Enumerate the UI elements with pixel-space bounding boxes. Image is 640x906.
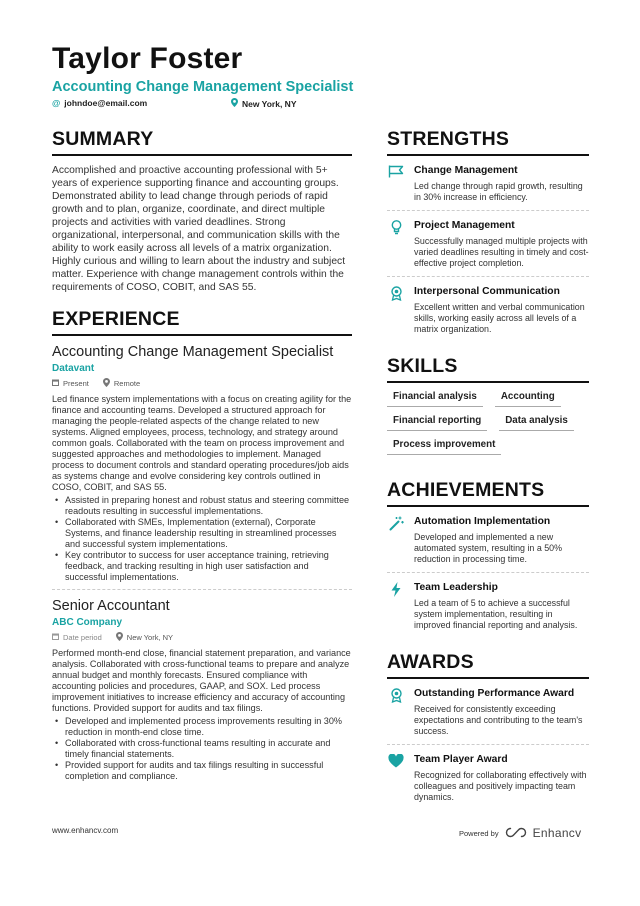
award-item xyxy=(387,754,589,803)
achievement-title: Automation Implementation xyxy=(414,516,551,527)
job-description: Led finance system implementations with a focus on creating agility for the finance and accounting teams. Developed a structured approach for managing the people-related aspects of the change related to new systems. Aligned employees, process, technology, and strategy around common goals. Collaborated with the team on process improvement and suggested approaches and methodologies to implement. Managed process to document controls and standard operating procedures/job aids as systems change and evolve considering key controls outlined in COSO, COBIT, and SAS 55. xyxy=(52,394,352,492)
skill-tag: Financial analysis xyxy=(387,391,483,407)
achievement-desc: Led a team of 5 to achieve a successful system implementation, resulting in improved financial reporting and analysis. xyxy=(414,598,578,630)
contact-location xyxy=(231,98,296,109)
location-pin-icon xyxy=(103,378,110,389)
strength-item xyxy=(387,165,589,203)
flag-icon xyxy=(387,165,405,203)
skill-tag: Process improvement xyxy=(387,439,501,455)
award-item xyxy=(387,688,589,737)
summary-text: Accomplished and proactive accounting professional with 5+ years of experience supporting finance and accounting groups. Demonstrated ability to lead change through periods of rapid growth and to plan, organize, coordinate, and direct multiple projects and activities with varied deadlines. Strong organizational, interpersonal, and communication skills with the ability to work easily across all levels of a matrix organization. Highly curious and willing to learn about the industry and subject matter. Experience with change management controls within the requirements of COSO, COBIT, and SAS 55. xyxy=(52,165,346,293)
experience-heading: EXPERIENCE xyxy=(52,308,352,336)
candidate-name: Taylor Foster xyxy=(52,42,243,75)
job-location: New York, NY xyxy=(126,633,174,642)
award-desc: Recognized for collaborating effectively with colleagues and positively impacting team dynamics. xyxy=(414,770,587,802)
experience-entry xyxy=(52,344,352,590)
award-title: Team Player Award xyxy=(414,754,508,765)
strength-title: Interpersonal Communication xyxy=(414,286,560,297)
job-meta xyxy=(52,632,352,643)
job-role: Senior Accountant xyxy=(52,598,170,614)
candidate-title: Accounting Change Management Specialist xyxy=(52,79,354,95)
skills-list xyxy=(387,391,589,455)
award-desc: Received for consistently exceeding expectations and contributing to the team's success. xyxy=(414,704,583,736)
job-meta xyxy=(52,378,352,389)
list-item: • Collaborated with SMEs, Implementation (external), Corporate Systems, and finance leadership resulting in streamlined processes and successful system implementations. xyxy=(52,517,352,550)
footer-branding[interactable] xyxy=(459,826,581,840)
award-title: Outstanding Performance Award xyxy=(414,688,575,699)
strength-desc: Led change through rapid growth, resulting in 30% increase in efficiency. xyxy=(414,181,583,202)
job-bullets xyxy=(52,495,352,583)
job-company: Datavant xyxy=(52,363,95,374)
strength-item xyxy=(387,286,589,335)
divider xyxy=(387,276,589,277)
divider xyxy=(387,210,589,211)
achievement-item xyxy=(387,516,589,565)
heart-icon xyxy=(387,754,405,803)
job-date: Present xyxy=(63,379,89,388)
location-pin-icon xyxy=(116,632,123,643)
list-item: • Key contributor to success for user acceptance training, retrieving feedback, and tracking resulting in high user satisfaction and successful implementations. xyxy=(52,550,352,583)
job-description: Performed month-end close, financial statement preparation, and variance analysis. Collaborated with cross-functional teams to prepare and analyze annual budget and monthly forecasts. Ensured compliance with accounting policies and procedures, GAAP, and SOX. Led process improvement initiatives to increase efficiency and accuracy of accounting functions. Provided support for audits and tax filings. xyxy=(52,648,351,713)
strength-desc: Excellent written and verbal communication skills, working easily across all levels of a matrix organization. xyxy=(414,302,585,334)
job-location: Remote xyxy=(113,379,141,388)
lightbulb-icon xyxy=(387,220,405,269)
enhancv-logo-icon xyxy=(505,827,527,840)
achievement-item xyxy=(387,582,589,631)
powered-by-label: Powered by xyxy=(459,828,499,838)
divider xyxy=(387,744,589,745)
brand-name: Enhancv xyxy=(532,826,582,840)
right-column xyxy=(387,128,589,803)
location-pin-icon xyxy=(231,98,238,109)
strength-desc: Successfully managed multiple projects with varied deadlines resulting in timely and cost-effective project completion. xyxy=(414,236,589,268)
awards-heading: AWARDS xyxy=(387,651,589,679)
summary-heading: SUMMARY xyxy=(52,128,352,156)
list-item: • Collaborated with cross-functional teams resulting in accurate and timely financial statements. xyxy=(52,738,352,760)
job-role: Accounting Change Management Specialist xyxy=(52,344,334,360)
medal-icon xyxy=(387,286,405,335)
skills-heading: SKILLS xyxy=(387,355,589,383)
achievement-desc: Developed and implemented a new automated system, resulting in a 50% reduction in processing time. xyxy=(414,532,562,564)
skill-tag: Accounting xyxy=(495,391,561,407)
job-company: ABC Company xyxy=(52,617,123,628)
experience-entry xyxy=(52,598,352,782)
calendar-icon xyxy=(52,633,59,642)
divider xyxy=(52,589,352,590)
lightning-icon xyxy=(387,582,405,631)
achievement-title: Team Leadership xyxy=(414,582,498,593)
list-item: • Assisted in preparing honest and robust status and steering committee readouts resulting in successful implementations. xyxy=(52,495,352,517)
calendar-icon xyxy=(52,379,59,388)
at-icon: @ xyxy=(52,98,61,108)
achievements-heading: ACHIEVEMENTS xyxy=(387,479,589,507)
strengths-heading: STRENGTHS xyxy=(387,128,589,156)
magic-wand-icon xyxy=(387,516,405,565)
skill-tag: Data analysis xyxy=(499,415,574,431)
list-item: • Provided support for audits and tax filings resulting in successful completion and compliance. xyxy=(52,760,352,782)
email-text: johndoe@email.com xyxy=(64,98,148,108)
skill-tag: Financial reporting xyxy=(387,415,487,431)
job-date: Date period xyxy=(63,633,102,642)
footer-website[interactable]: www.enhancv.com xyxy=(52,826,119,835)
contact-email[interactable] xyxy=(52,98,147,108)
left-column xyxy=(52,128,352,782)
strength-title: Change Management xyxy=(414,165,518,176)
medal-icon xyxy=(387,688,405,737)
location-text: New York, NY xyxy=(242,98,297,109)
job-bullets xyxy=(52,716,352,782)
list-item: • Developed and implemented process improvements resulting in 30% reduction in month-end close time. xyxy=(52,716,352,738)
divider xyxy=(387,572,589,573)
strength-item xyxy=(387,220,589,269)
strength-title: Project Management xyxy=(414,220,515,231)
